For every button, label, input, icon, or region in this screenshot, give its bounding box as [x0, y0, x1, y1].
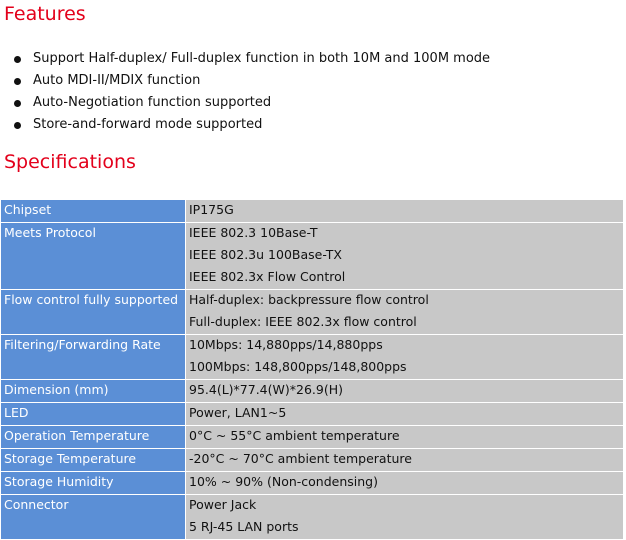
spec-label: Chipset	[1, 200, 186, 223]
spec-value: Half-duplex: backpressure flow control Full-duplex: IEEE 802.3x flow control	[186, 290, 624, 335]
spec-row-meets-protocol	[1, 223, 624, 290]
spec-value: Power, LAN1~5	[186, 403, 624, 426]
spec-value: 95.4(L)*77.4(W)*26.9(H)	[186, 380, 624, 403]
spec-row-storage-humidity	[1, 472, 624, 495]
spec-value: IEEE 802.3 10Base-T IEEE 802.3u 100Base-TX IEEE 802.3x Flow Control	[186, 223, 624, 290]
spec-label: Flow control fully supported	[1, 290, 186, 335]
bullet-icon	[14, 78, 21, 85]
spec-value: 10% ~ 90% (Non-condensing)	[186, 472, 624, 495]
feature-text: Auto-Negotiation function supported	[33, 95, 272, 110]
spec-value: 10Mbps: 14,880pps/14,880pps 100Mbps: 148,800pps/148,800pps	[186, 335, 624, 380]
spec-label: Filtering/Forwarding Rate	[1, 335, 186, 380]
spec-row-connector	[1, 495, 624, 540]
spec-label: Dimension (mm)	[1, 380, 186, 403]
spec-row-chipset	[1, 200, 624, 223]
spec-label: Meets Protocol	[1, 223, 186, 290]
spec-row-led	[1, 403, 624, 426]
feature-item	[0, 114, 626, 136]
feature-item	[0, 48, 626, 70]
specifications-heading: Specifications	[4, 151, 136, 173]
spec-row-flow-control	[1, 290, 624, 335]
bullet-icon	[14, 100, 21, 107]
spec-value: IP175G	[186, 200, 624, 223]
feature-item	[0, 70, 626, 92]
spec-row-operation-temperature	[1, 426, 624, 449]
spec-row-dimension	[1, 380, 624, 403]
spec-value: -20°C ~ 70°C ambient temperature	[186, 449, 624, 472]
spec-row-forwarding-rate	[1, 335, 624, 380]
spec-label: LED	[1, 403, 186, 426]
bullet-icon	[14, 122, 21, 129]
spec-value: 0°C ~ 55°C ambient temperature	[186, 426, 624, 449]
feature-text: Support Half-duplex/ Full-duplex function in both 10M and 100M mode	[33, 51, 491, 66]
spec-label: Storage Temperature	[1, 449, 186, 472]
spec-label: Connector	[1, 495, 186, 540]
bullet-icon	[14, 56, 21, 63]
features-heading: Features	[4, 3, 86, 25]
spec-label: Operation Temperature	[1, 426, 186, 449]
feature-item	[0, 92, 626, 114]
spec-label: Storage Humidity	[1, 472, 186, 495]
feature-text: Auto MDI-II/MDIX function	[33, 73, 201, 88]
feature-text: Store-and-forward mode supported	[33, 117, 263, 132]
specifications-table	[0, 199, 624, 540]
spec-row-storage-temperature	[1, 449, 624, 472]
features-list	[0, 48, 626, 136]
spec-value: Power Jack 5 RJ-45 LAN ports	[186, 495, 624, 540]
